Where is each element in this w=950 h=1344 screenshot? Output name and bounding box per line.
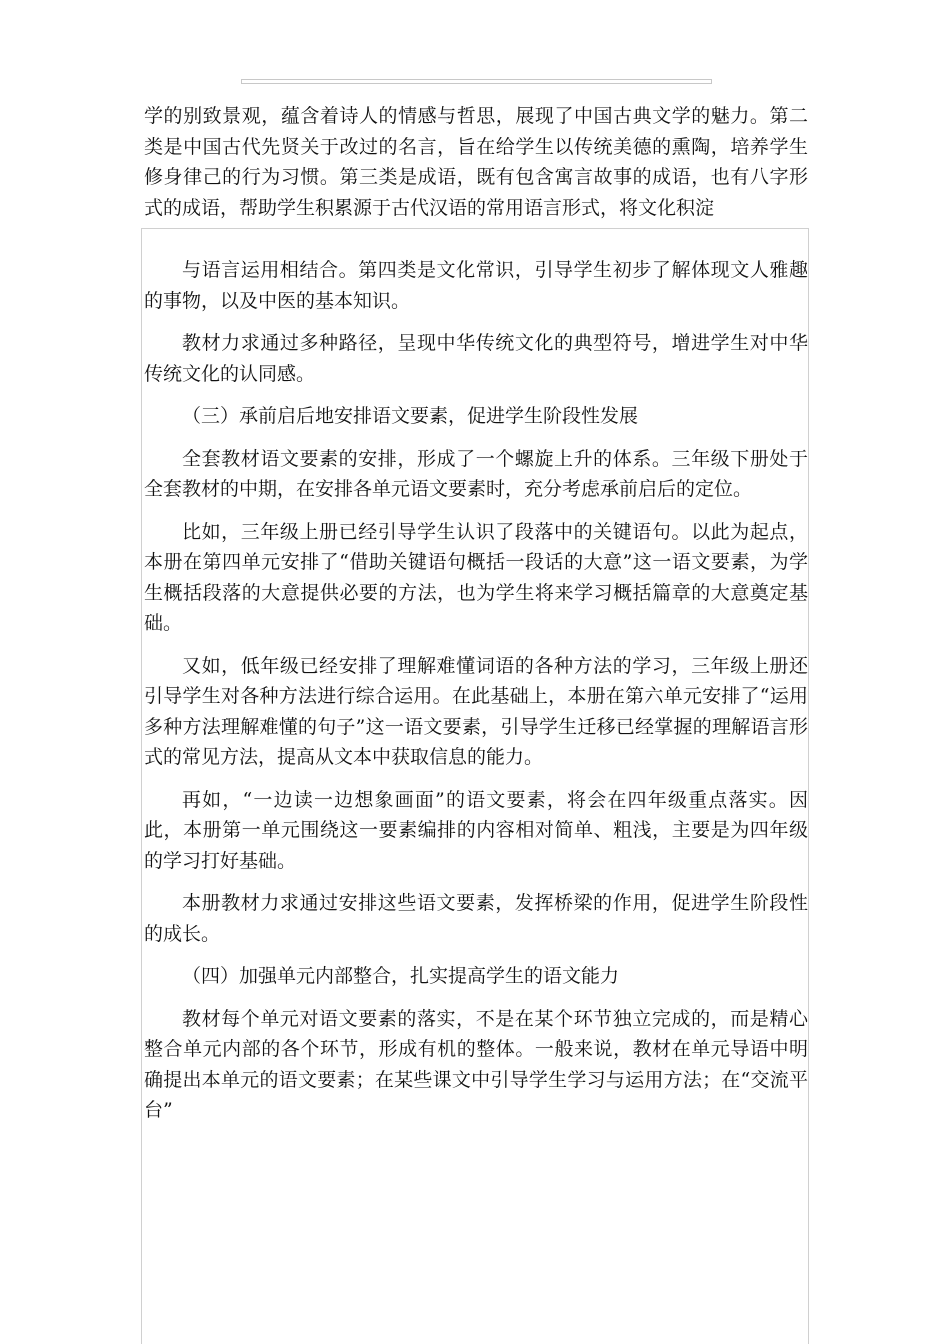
paragraph-continued-rest: 与语言运用相结合。第四类是文化常识，引导学生初步了解体现文人雅趣的事物，以及中医的基本知识。 bbox=[144, 259, 808, 312]
continued-paragraph-top bbox=[144, 101, 808, 223]
section-heading-four: （四）加强单元内部整合，扎实提高学生的语文能力 bbox=[182, 965, 620, 987]
paragraph-key-sentences: 比如，三年级上册已经引导学生认识了段落中的关键语句。以此为起点，本册在第四单元安排了“借助关键语句概括一段话的大意”这一语文要素，为学生概括段落的大意提供必要的方法，也为学生将来学习概括篇章的大意奠定基础。 bbox=[144, 520, 808, 634]
section-heading-three: （三）承前启后地安排语文要素，促进学生阶段性发展 bbox=[182, 405, 639, 427]
paragraph-spiral-system: 全套教材语文要素的安排，形成了一个螺旋上升的体系。三年级下册处于全套教材的中期，在安排各单元语文要素时，充分考虑承前启后的定位。 bbox=[144, 447, 808, 500]
paragraph-imagine-pictures: 再如，“一边读一边想象画面”的语文要素，将会在四年级重点落实。因此，本册第一单元围绕这一要素编排的内容相对简单、粗浅，主要是为四年级的学习打好基础。 bbox=[144, 788, 808, 872]
paragraph-continued-top: 学的别致景观，蕴含着诗人的情感与哲思，展现了中国古典文学的魅力。第二类是中国古代先贤关于改过的名言，旨在给学生以传统美德的熏陶，培养学生修身律己的行为习惯。第三类是成语，既有包含寓言故事的成语，也有八字形式的成语，帮助学生积累源于古代汉语的常用语言形式，将文化积淀 bbox=[144, 105, 808, 219]
paragraph-culture-symbols: 教材力求通过多种路径，呈现中华传统文化的典型符号，增进学生对中华传统文化的认同感。 bbox=[144, 332, 808, 385]
document-body bbox=[144, 255, 808, 1126]
paragraph-bridge-role: 本册教材力求通过安排这些语文要素，发挥桥梁的作用，促进学生阶段性的成长。 bbox=[144, 892, 808, 945]
paragraph-unit-integration: 教材每个单元对语文要素的落实，不是在某个环节独立完成的，而是精心整合单元内部的各个环节，形成有机的整体。一般来说，教材在单元导语中明确提出本单元的语文要素；在某些课文中引导学生学习与运用方法；在“交流平台” bbox=[144, 1007, 808, 1121]
paragraph-difficult-sentences: 又如，低年级已经安排了理解难懂词语的各种方法的学习，三年级上册还引导学生对各种方法进行综合运用。在此基础上，本册在第六单元安排了“运用多种方法理解难懂的句子”这一语文要素，引导学生迁移已经掌握的理解语言形式的常见方法，提高从文本中获取信息的能力。 bbox=[144, 654, 808, 768]
page-header-rule bbox=[241, 79, 712, 84]
